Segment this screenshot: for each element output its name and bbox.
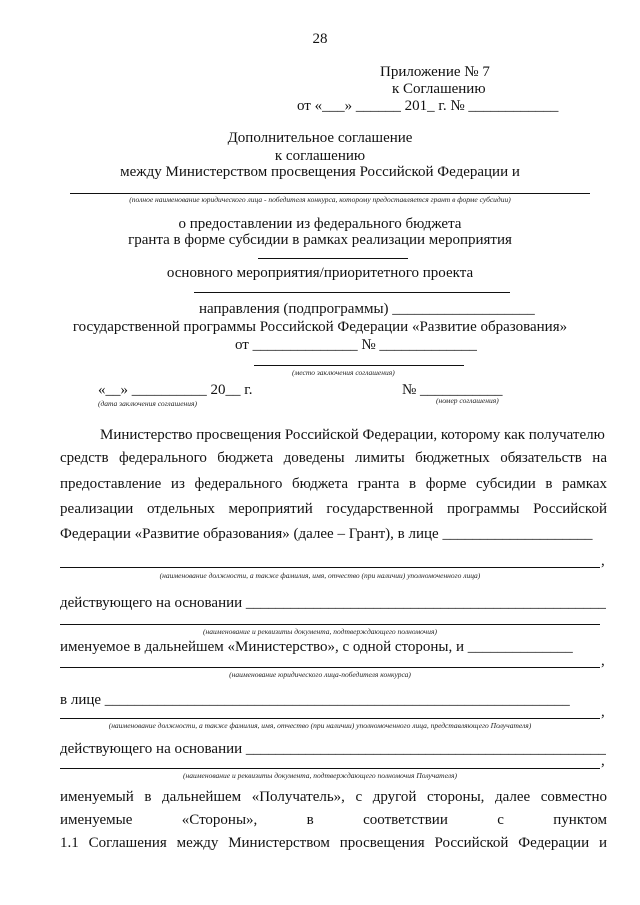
recipient-caption: (полное наименование юридического лица - победителя конкурса, которому предоставляется грант в форме субсидии) bbox=[129, 195, 511, 204]
official-caption: (наименование должности, а также фамилия, имя, отчество (при наличии) уполномоченного лица) bbox=[159, 571, 481, 580]
word-v: в bbox=[306, 812, 314, 828]
title-line-2: к соглашению bbox=[274, 148, 366, 164]
acting-basis-1: действующего на основании ________________________________________________ bbox=[60, 595, 606, 611]
word-storony: «Стороны», bbox=[181, 812, 258, 828]
body-p1-line2: средств федерального бюджета доведены лимиты бюджетных обязательств на bbox=[60, 450, 607, 466]
word-punktom: пунктом bbox=[553, 812, 607, 828]
word-s: с bbox=[497, 812, 504, 828]
body-p1-line3: предоставление из федерального бюджета гранта в форме субсидии в рамках bbox=[60, 476, 607, 492]
body-last-line3: 1.1 Соглашения между Министерством просвещения Российской Федерации и bbox=[60, 835, 607, 851]
project-underline bbox=[194, 292, 510, 293]
winner-underline bbox=[60, 667, 600, 668]
title-line-8: государственной программы Российской Федерации «Развитие образования» bbox=[72, 319, 568, 335]
number-caption: (номер соглашения) bbox=[436, 396, 499, 405]
body-last-line2 bbox=[60, 811, 607, 829]
word-imenuemye: именуемые bbox=[60, 812, 133, 828]
recipient-doc-caption: (наименование и реквизиты документа, подтверждающего полномочия Получателя) bbox=[183, 771, 457, 780]
official-comma: , bbox=[601, 553, 605, 569]
recipient-doc-underline bbox=[60, 768, 600, 769]
recipient-official-comma: , bbox=[601, 704, 605, 720]
event-underline bbox=[258, 258, 408, 259]
body-p1-line1: Министерство просвещения Российской Федерации, которому как получателю bbox=[100, 427, 605, 443]
page-number: 28 bbox=[312, 31, 328, 47]
in-person: в лице ______________________________________________________________ bbox=[60, 692, 570, 708]
to-agreement-label: к Соглашению bbox=[392, 81, 486, 97]
acting-basis-2: действующего на основании ________________________________________________ bbox=[60, 741, 606, 757]
official-underline bbox=[60, 567, 600, 568]
place-underline bbox=[254, 365, 464, 366]
body-p1-line5: Федерации «Развитие образования» (далее – Грант), в лице ____________________ bbox=[60, 526, 593, 542]
title-line-3: между Министерством просвещения Российской Федерации и bbox=[120, 164, 520, 180]
title-line-1: Дополнительное соглашение bbox=[227, 130, 413, 146]
agreement-number: № ___________ bbox=[402, 382, 503, 398]
recipient-underline bbox=[70, 193, 590, 194]
title-line-6: основного мероприятия/приоритетного проекта bbox=[166, 265, 474, 281]
document-caption: (наименование и реквизиты документа, подтверждающего полномочия) bbox=[203, 627, 437, 636]
place-caption: (место заключения соглашения) bbox=[292, 368, 395, 377]
agreement-date: «__» __________ 20__ г. bbox=[98, 382, 253, 398]
document-underline bbox=[60, 624, 600, 625]
title-line-7: направления (подпрограммы) ___________________ bbox=[199, 301, 535, 317]
recipient-official-caption: (наименование должности, а также фамилия, имя, отчество (при наличии) уполномоченного лица, представляющего Получателя) bbox=[108, 721, 532, 730]
winner-caption: (наименование юридического лица-победителя конкурса) bbox=[229, 670, 411, 679]
body-last-line1: именуемый в дальнейшем «Получатель», с другой стороны, далее совместно bbox=[60, 789, 607, 805]
recipient-official-underline bbox=[60, 718, 600, 719]
winner-comma: , bbox=[601, 653, 605, 669]
title-line-4: о предоставлении из федерального бюджета bbox=[178, 216, 462, 232]
date-caption: (дата заключения соглашения) bbox=[98, 399, 197, 408]
appendix-label: Приложение № 7 bbox=[380, 64, 490, 80]
recipient-doc-comma: , bbox=[601, 753, 605, 769]
from-line: от «___» ______ 201_ г. № ____________ bbox=[297, 98, 559, 114]
title-line-9: от ______________ № _____________ bbox=[235, 337, 477, 353]
ministry-named: именуемое в дальнейшем «Министерство», с одной стороны, и ______________ bbox=[60, 639, 573, 655]
title-line-5: гранта в форме субсидии в рамках реализации мероприятия bbox=[128, 232, 512, 248]
word-sootvetstvii: соответствии bbox=[363, 812, 448, 828]
body-p1-line4: реализации отдельных мероприятий государственной программы Российской bbox=[60, 501, 607, 517]
